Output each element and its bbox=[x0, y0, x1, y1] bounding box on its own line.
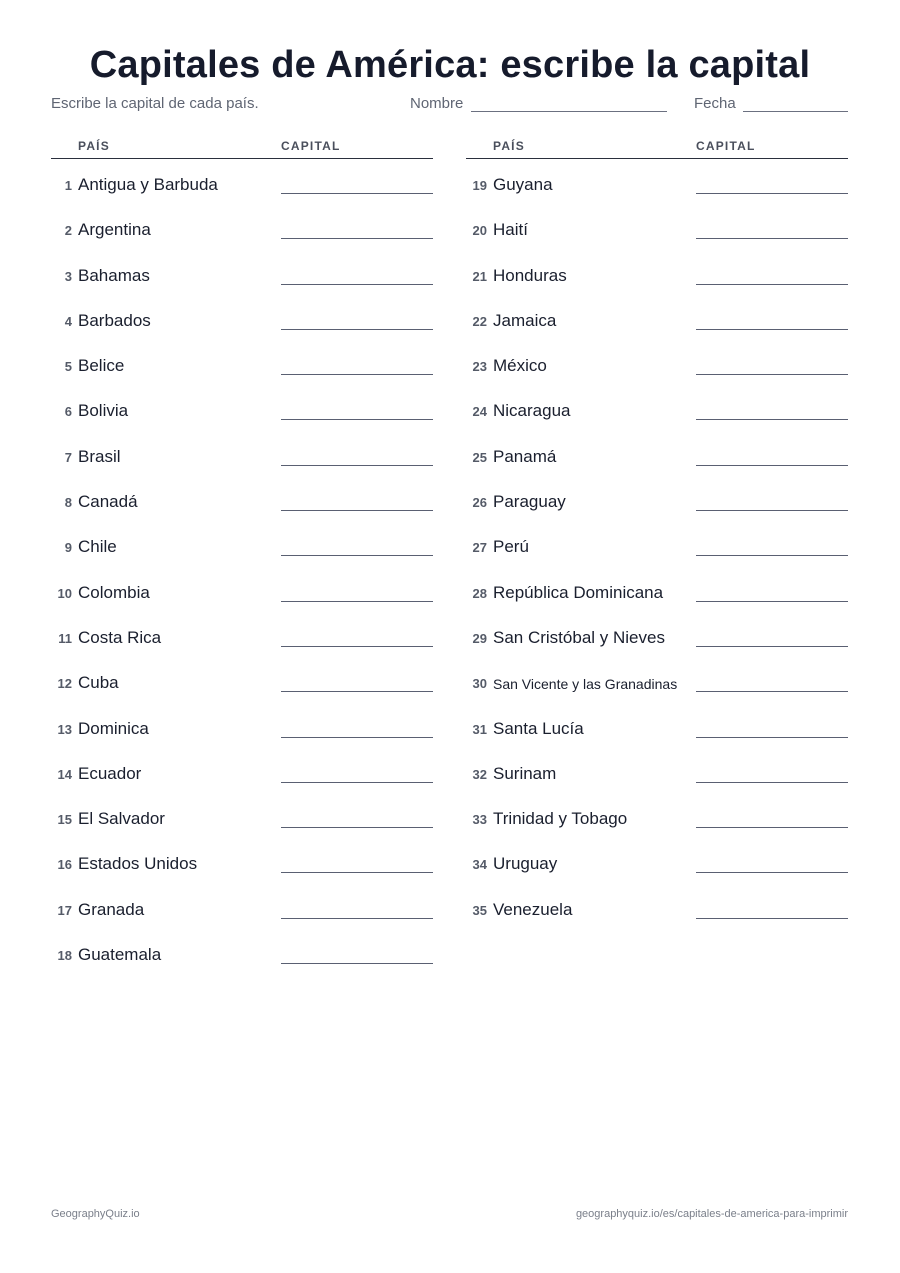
country-name: Uruguay bbox=[493, 854, 558, 874]
question-number: 9 bbox=[64, 540, 72, 556]
capital-answer-line[interactable] bbox=[281, 284, 433, 285]
country-name: Paraguay bbox=[493, 492, 566, 512]
capital-answer-line[interactable] bbox=[696, 284, 848, 285]
capital-answer-line[interactable] bbox=[281, 827, 433, 828]
name-label: Nombre bbox=[410, 95, 464, 112]
country-name: Nicaragua bbox=[493, 401, 571, 421]
right-rows bbox=[466, 159, 848, 929]
list-item bbox=[466, 793, 848, 838]
question-number: 32 bbox=[472, 766, 487, 782]
worksheet-meta bbox=[51, 95, 848, 115]
question-number: 6 bbox=[64, 404, 72, 420]
right-column bbox=[466, 136, 848, 929]
list-item bbox=[51, 476, 433, 521]
question-number: 13 bbox=[57, 721, 72, 737]
question-number: 23 bbox=[472, 359, 487, 375]
left-column bbox=[51, 136, 433, 974]
capital-answer-line[interactable] bbox=[281, 963, 433, 964]
country-name: Cuba bbox=[78, 673, 119, 693]
question-number: 11 bbox=[58, 630, 72, 646]
question-number: 8 bbox=[64, 495, 72, 511]
capital-answer-line[interactable] bbox=[281, 918, 433, 919]
footer-brand: GeographyQuiz.io bbox=[51, 1208, 140, 1220]
country-name: El Salvador bbox=[78, 809, 165, 829]
question-number: 12 bbox=[57, 676, 72, 692]
country-name: Jamaica bbox=[493, 310, 557, 330]
name-field[interactable] bbox=[471, 111, 667, 112]
country-name: Chile bbox=[78, 537, 117, 557]
list-item bbox=[466, 385, 848, 430]
list-item bbox=[466, 703, 848, 748]
country-name: Bolivia bbox=[78, 401, 129, 421]
list-item bbox=[466, 476, 848, 521]
question-number: 2 bbox=[64, 223, 72, 239]
country-name: Argentina bbox=[78, 220, 151, 240]
list-item bbox=[466, 521, 848, 566]
question-number: 10 bbox=[57, 585, 72, 601]
country-name: Venezuela bbox=[493, 899, 573, 919]
question-number: 28 bbox=[472, 585, 487, 601]
capital-answer-line[interactable] bbox=[696, 374, 848, 375]
question-number: 35 bbox=[472, 902, 487, 918]
country-name: Ecuador bbox=[78, 763, 142, 783]
capital-answer-line[interactable] bbox=[281, 465, 433, 466]
capital-answer-line[interactable] bbox=[696, 872, 848, 873]
list-item bbox=[466, 250, 848, 295]
list-item bbox=[51, 431, 433, 476]
list-item bbox=[51, 250, 433, 295]
date-field[interactable] bbox=[743, 111, 848, 112]
capital-answer-line[interactable] bbox=[696, 193, 848, 194]
question-number: 29 bbox=[472, 630, 487, 646]
right-column-header bbox=[466, 136, 848, 159]
left-column-header bbox=[51, 136, 433, 159]
list-item bbox=[51, 929, 433, 974]
question-number: 18 bbox=[57, 948, 72, 964]
capital-answer-line[interactable] bbox=[281, 872, 433, 873]
country-name: Surinam bbox=[493, 763, 557, 783]
capital-answer-line[interactable] bbox=[281, 646, 433, 647]
question-number: 21 bbox=[472, 268, 487, 284]
country-name: Granada bbox=[78, 899, 145, 919]
question-number: 27 bbox=[472, 540, 487, 556]
country-name: República Dominicana bbox=[493, 582, 664, 602]
capital-answer-line[interactable] bbox=[696, 465, 848, 466]
capital-answer-line[interactable] bbox=[281, 601, 433, 602]
capital-answer-line[interactable] bbox=[281, 419, 433, 420]
list-item bbox=[51, 612, 433, 657]
capital-header: CAPITAL bbox=[281, 139, 341, 153]
country-name: Perú bbox=[493, 537, 529, 557]
question-number: 34 bbox=[472, 857, 487, 873]
list-item bbox=[51, 838, 433, 883]
list-item bbox=[51, 748, 433, 793]
question-number: 5 bbox=[64, 359, 72, 375]
country-name: Estados Unidos bbox=[78, 854, 198, 874]
country-name: Guyana bbox=[493, 175, 553, 194]
list-item bbox=[51, 204, 433, 249]
country-name: Colombia bbox=[78, 582, 150, 602]
question-number: 14 bbox=[57, 766, 72, 782]
capital-answer-line[interactable] bbox=[696, 646, 848, 647]
capital-answer-line[interactable] bbox=[696, 555, 848, 556]
list-item bbox=[466, 838, 848, 883]
list-item bbox=[51, 295, 433, 340]
country-name: Antigua y Barbuda bbox=[78, 175, 218, 194]
country-name: San Cristóbal y Nieves bbox=[493, 627, 665, 647]
capital-answer-line[interactable] bbox=[696, 827, 848, 828]
country-name: Costa Rica bbox=[78, 627, 162, 647]
country-name: San Vicente y las Granadinas bbox=[493, 676, 678, 693]
country-name: Haití bbox=[493, 220, 528, 240]
country-name: Bahamas bbox=[78, 265, 150, 285]
question-number: 26 bbox=[472, 495, 487, 511]
list-item bbox=[51, 657, 433, 702]
capital-answer-line[interactable] bbox=[281, 510, 433, 511]
list-item bbox=[466, 340, 848, 385]
country-name: Guatemala bbox=[78, 945, 162, 965]
list-item bbox=[51, 340, 433, 385]
date-label: Fecha bbox=[694, 95, 736, 112]
question-number: 20 bbox=[472, 223, 487, 239]
country-name: Brasil bbox=[78, 446, 121, 466]
left-rows bbox=[51, 159, 433, 974]
country-header: PAÍS bbox=[78, 139, 110, 153]
country-name: México bbox=[493, 356, 547, 376]
list-item bbox=[51, 703, 433, 748]
country-name: Trinidad y Tobago bbox=[493, 809, 628, 829]
list-item bbox=[466, 657, 848, 702]
capital-answer-line[interactable] bbox=[696, 329, 848, 330]
list-item bbox=[51, 793, 433, 838]
country-name: Panamá bbox=[493, 446, 557, 466]
country-name: Honduras bbox=[493, 265, 567, 285]
country-name: Belice bbox=[78, 356, 125, 376]
list-item bbox=[51, 521, 433, 566]
capital-answer-line[interactable] bbox=[281, 555, 433, 556]
instructions-text: Escribe la capital de cada país. bbox=[51, 95, 259, 112]
capital-answer-line[interactable] bbox=[696, 782, 848, 783]
capital-answer-line[interactable] bbox=[281, 374, 433, 375]
country-name: Santa Lucía bbox=[493, 718, 584, 738]
question-number: 33 bbox=[472, 812, 487, 828]
capital-answer-line[interactable] bbox=[696, 419, 848, 420]
capital-answer-line[interactable] bbox=[281, 782, 433, 783]
list-item bbox=[51, 385, 433, 430]
page-title: Capitales de América: escribe la capital bbox=[89, 44, 811, 86]
footer-url: geographyquiz.io/es/capitales-de-america-para-imprimir bbox=[575, 1208, 848, 1220]
capital-answer-line[interactable] bbox=[696, 737, 848, 738]
capital-answer-line[interactable] bbox=[281, 329, 433, 330]
country-name: Canadá bbox=[78, 492, 138, 512]
list-item bbox=[466, 748, 848, 793]
capital-header: CAPITAL bbox=[696, 139, 756, 153]
country-name: Dominica bbox=[78, 718, 149, 738]
capital-answer-line[interactable] bbox=[281, 238, 433, 239]
capital-answer-line[interactable] bbox=[281, 691, 433, 692]
list-item bbox=[51, 159, 433, 204]
list-item bbox=[466, 431, 848, 476]
country-name: Barbados bbox=[78, 310, 151, 330]
question-number: 24 bbox=[472, 404, 487, 420]
question-number: 4 bbox=[64, 313, 72, 329]
question-number: 19 bbox=[472, 178, 487, 193]
list-item bbox=[466, 567, 848, 612]
question-number: 15 bbox=[57, 812, 72, 828]
question-number: 31 bbox=[472, 721, 487, 737]
list-item bbox=[466, 612, 848, 657]
capital-answer-line[interactable] bbox=[281, 193, 433, 194]
capital-answer-line[interactable] bbox=[696, 601, 848, 602]
list-item bbox=[466, 295, 848, 340]
question-number: 22 bbox=[472, 313, 487, 329]
list-item bbox=[466, 204, 848, 249]
capital-answer-line[interactable] bbox=[696, 691, 848, 692]
question-number: 16 bbox=[57, 857, 72, 873]
capital-answer-line[interactable] bbox=[281, 737, 433, 738]
list-item bbox=[466, 884, 848, 929]
capital-answer-line[interactable] bbox=[696, 918, 848, 919]
question-number: 1 bbox=[64, 178, 72, 193]
capital-answer-line[interactable] bbox=[696, 238, 848, 239]
question-number: 7 bbox=[64, 449, 72, 465]
capital-answer-line[interactable] bbox=[696, 510, 848, 511]
list-item bbox=[51, 567, 433, 612]
country-header: PAÍS bbox=[493, 139, 525, 153]
question-number: 17 bbox=[57, 902, 72, 918]
question-number: 30 bbox=[472, 676, 487, 692]
question-number: 3 bbox=[64, 268, 72, 284]
question-number: 25 bbox=[472, 449, 487, 465]
list-item bbox=[51, 884, 433, 929]
list-item bbox=[466, 159, 848, 204]
